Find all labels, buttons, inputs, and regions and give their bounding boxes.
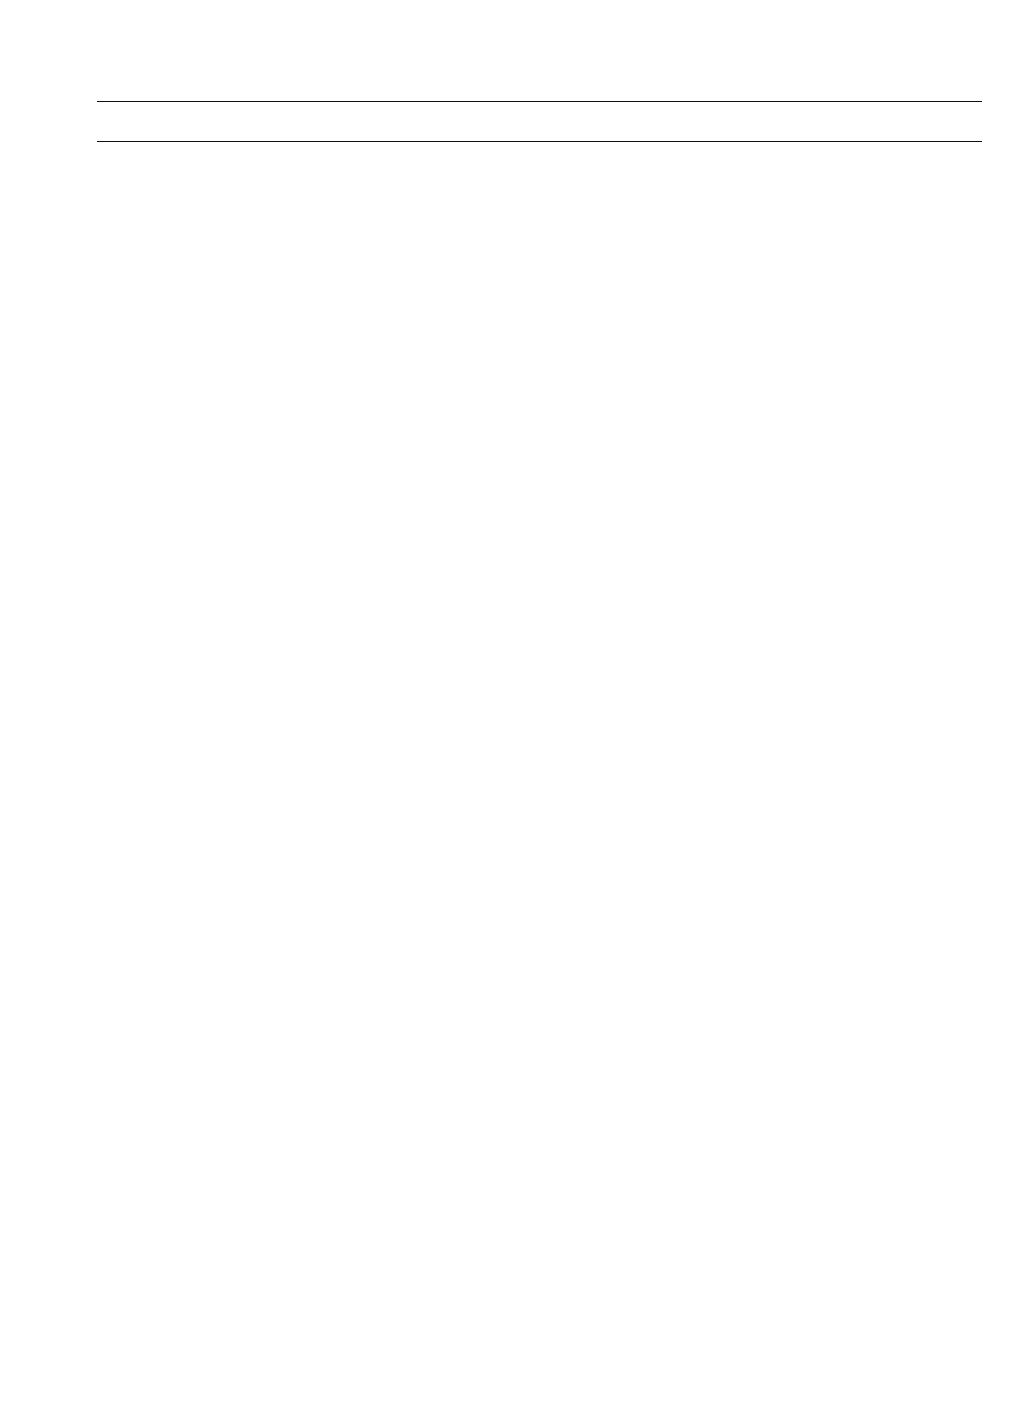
header-bottom-rule <box>97 141 982 142</box>
table-top-rule <box>97 101 982 102</box>
